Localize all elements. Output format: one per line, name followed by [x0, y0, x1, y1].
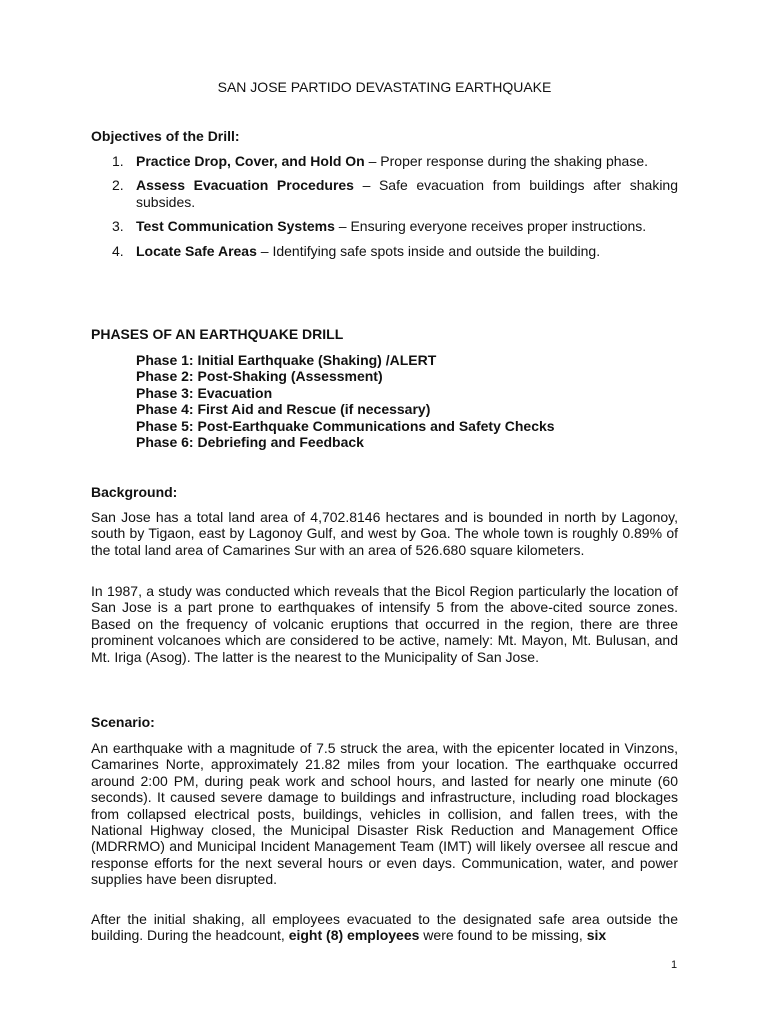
objectives-heading: Objectives of the Drill:	[91, 128, 240, 144]
phase-item: Phase 1: Initial Earthquake (Shaking) /ALERT	[136, 352, 437, 368]
background-paragraph-2: In 1987, a study was conducted which reveals that the Bicol Region particularly the location of San Jose is a part prone to earthquakes of intensify 5 from the above-cited source zones. Based on the frequency of volcanic eruptions that occurred in the region, there are three prominent volcanoes which are considered to be active, namely: Mt. Mayon, Mt. Bulusan, and Mt. Iriga (Asog). The latter is the nearest to the Municipality of San Jose.	[91, 583, 678, 665]
phase-item: Phase 5: Post-Earthquake Communications and Safety Checks	[136, 417, 555, 434]
document-title: SAN JOSE PARTIDO DEVASTATING EARTHQUAKE	[217, 79, 552, 95]
objective-item	[91, 218, 678, 234]
objective-item	[91, 243, 678, 259]
phases-heading: PHASES OF AN EARTHQUAKE DRILL	[91, 326, 344, 342]
scenario-heading: Scenario:	[91, 714, 155, 730]
scenario-paragraph-1: An earthquake with a magnitude of 7.5 struck the area, with the epicenter located in Vinzons, Camarines Norte, approximately 21.82 miles from your location. The earthquake occurred around 2:00 PM, during peak work and school hours, and lasted for nearly one minute (60 seconds). It caused severe damage to buildings and infrastructure, including road blockages from collapsed electrical posts, buildings, vehicles in collision, and fallen trees, with the National Highway closed, the Municipal Disaster Risk Reduction and Management Office (MDRRMO) and Municipal Incident Management Team (IMT) will likely oversee all rescue and response efforts for the next several hours or even days. Communication, water, and power supplies have been disrupted.	[91, 740, 678, 888]
objective-title: Practice Drop, Cover, and Hold On	[136, 153, 365, 169]
scenario-paragraph-2	[91, 911, 678, 944]
phase-item: Phase 3: Evacuation	[136, 384, 273, 401]
phases-list	[136, 352, 555, 450]
scenario-text: were found to be missing,	[419, 927, 587, 944]
scenario-emphasis: eight (8) employees	[288, 927, 420, 944]
background-paragraph-1: San Jose has a total land area of 4,702.8146 hectares and is bounded in north by Lagonoy, south by Tigaon, east by Lagonoy Gulf, and west by Goa. The whole town is roughly 0.89% of the total land area of Camarines Sur with an area of 526.680 square kilometers.	[91, 509, 678, 558]
scenario-text: After the initial shaking, all employees evacuated to the designated safe area outside the building. During the headcount,	[91, 911, 678, 944]
objective-item	[91, 177, 678, 210]
objective-text: – Ensuring everyone receives proper instructions.	[334, 218, 647, 235]
objective-text: – Safe evacuation from buildings after shaking subsides.	[136, 177, 678, 210]
objective-number: 2.	[112, 177, 124, 194]
background-heading: Background:	[91, 484, 178, 500]
objective-title: Assess Evacuation Procedures	[136, 177, 354, 194]
objectives-list	[91, 153, 678, 267]
objective-title: Locate Safe Areas	[136, 242, 257, 259]
objective-number: 4.	[112, 242, 124, 259]
objective-text: – Identifying safe spots inside and outside the building.	[256, 242, 601, 259]
page-number: 1	[671, 959, 678, 971]
scenario-emphasis: six	[586, 927, 607, 944]
objective-title: Test Communication Systems	[136, 218, 335, 235]
objective-number: 1.	[112, 153, 124, 169]
objective-number: 3.	[112, 218, 124, 235]
phase-item: Phase 6: Debriefing and Feedback	[136, 434, 364, 451]
phase-item: Phase 2: Post-Shaking (Assessment)	[136, 368, 383, 385]
objective-item	[91, 153, 678, 169]
phase-item: Phase 4: First Aid and Rescue (if necessary)	[136, 401, 431, 418]
objective-text: – Proper response during the shaking phase.	[364, 153, 649, 169]
